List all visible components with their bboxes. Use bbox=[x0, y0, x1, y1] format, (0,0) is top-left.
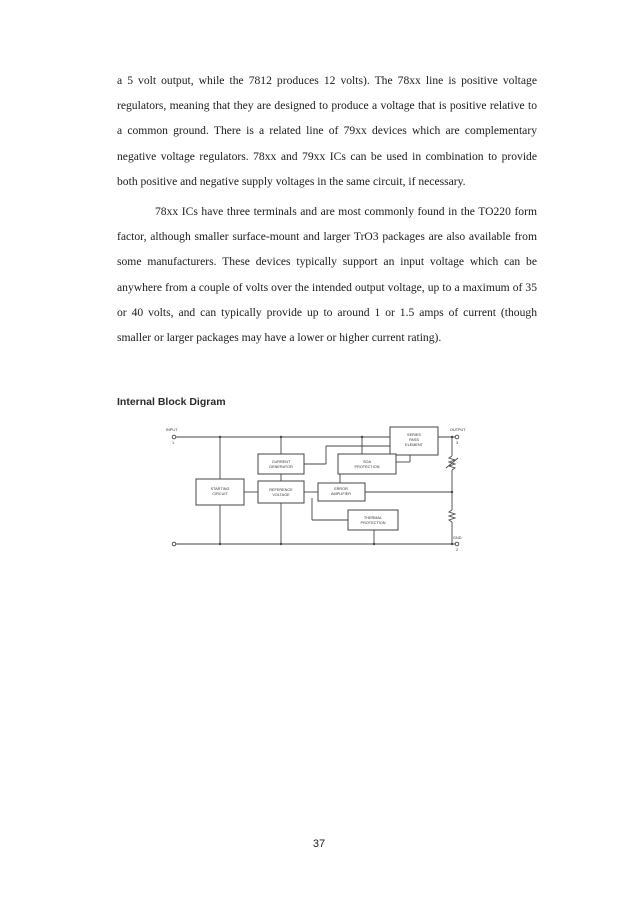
reference-voltage-block bbox=[258, 481, 304, 503]
paragraph-1: a 5 volt output, while the 7812 produces 12 volts). The 78xx line is positive voltage regulators, meaning that they are designed to produce a voltage that is positive relative to a common ground. There is a related line of 79xx devices which are complementary negative voltage regulators. 78xx and 79xx ICs can be used in combination to provide both positive and negative supply voltages in the same circuit, if necessary. bbox=[117, 74, 537, 188]
soa-protection-block bbox=[338, 454, 396, 474]
page-number: 37 bbox=[312, 838, 326, 850]
output-terminal bbox=[455, 435, 459, 439]
current-generator-block bbox=[258, 454, 304, 474]
starting-circuit-label-2: CIRCUIT bbox=[212, 492, 228, 496]
input-label: INPUT bbox=[166, 428, 178, 432]
gnd-pin: 2 bbox=[456, 548, 459, 552]
series-pass-label-3: ELEMENT bbox=[405, 443, 423, 447]
starting-circuit-label-1: STARTING bbox=[210, 487, 230, 491]
thermal-protection-label-1: THERMAL bbox=[363, 516, 383, 520]
output-label: OUTPUT bbox=[450, 428, 466, 432]
series-pass-label-1: SERIES bbox=[407, 433, 421, 437]
error-amplifier-label-2: AMPLIFIER bbox=[330, 492, 352, 496]
reference-voltage-label-2: VOLTAGE bbox=[272, 493, 290, 497]
paragraph-2: 78xx ICs have three terminals and are most commonly found in the TO220 form factor, although smaller surface-mount and larger TrO3 packages are also available from some manufacturers. These devices typically support an input voltage which can be anywhere from a couple of volts over the intended output voltage, up to a maximum of 35 or 40 volts, and can typically provide up to around 1 or 1.5 amps of current (though smaller or larger packages may have a lower or higher current rating). bbox=[117, 205, 537, 345]
internal-block-diagram bbox=[160, 418, 500, 558]
soa-label-1: SOA bbox=[362, 460, 372, 464]
thermal-protection-block bbox=[348, 510, 398, 530]
reference-voltage-label-1: REFERENCE bbox=[269, 488, 293, 492]
input-terminal bbox=[172, 435, 176, 439]
soa-label-2: PROTECTION bbox=[354, 465, 380, 469]
error-amplifier-label-1: ERROR bbox=[334, 487, 348, 491]
series-pass-label-2: PASS bbox=[409, 438, 419, 442]
current-generator-label-1: CURRENT bbox=[271, 460, 291, 464]
output-pin: 3 bbox=[456, 441, 459, 445]
ground-left-terminal bbox=[172, 542, 176, 546]
gnd-terminal bbox=[455, 542, 459, 546]
current-generator-label-2: GENERATOR bbox=[269, 465, 293, 469]
input-pin: 1 bbox=[172, 441, 175, 445]
gnd-label: GND bbox=[453, 536, 462, 540]
thermal-protection-label-2: PROTECTION bbox=[360, 521, 386, 525]
figure-title: Internal Block Digram bbox=[117, 396, 226, 408]
